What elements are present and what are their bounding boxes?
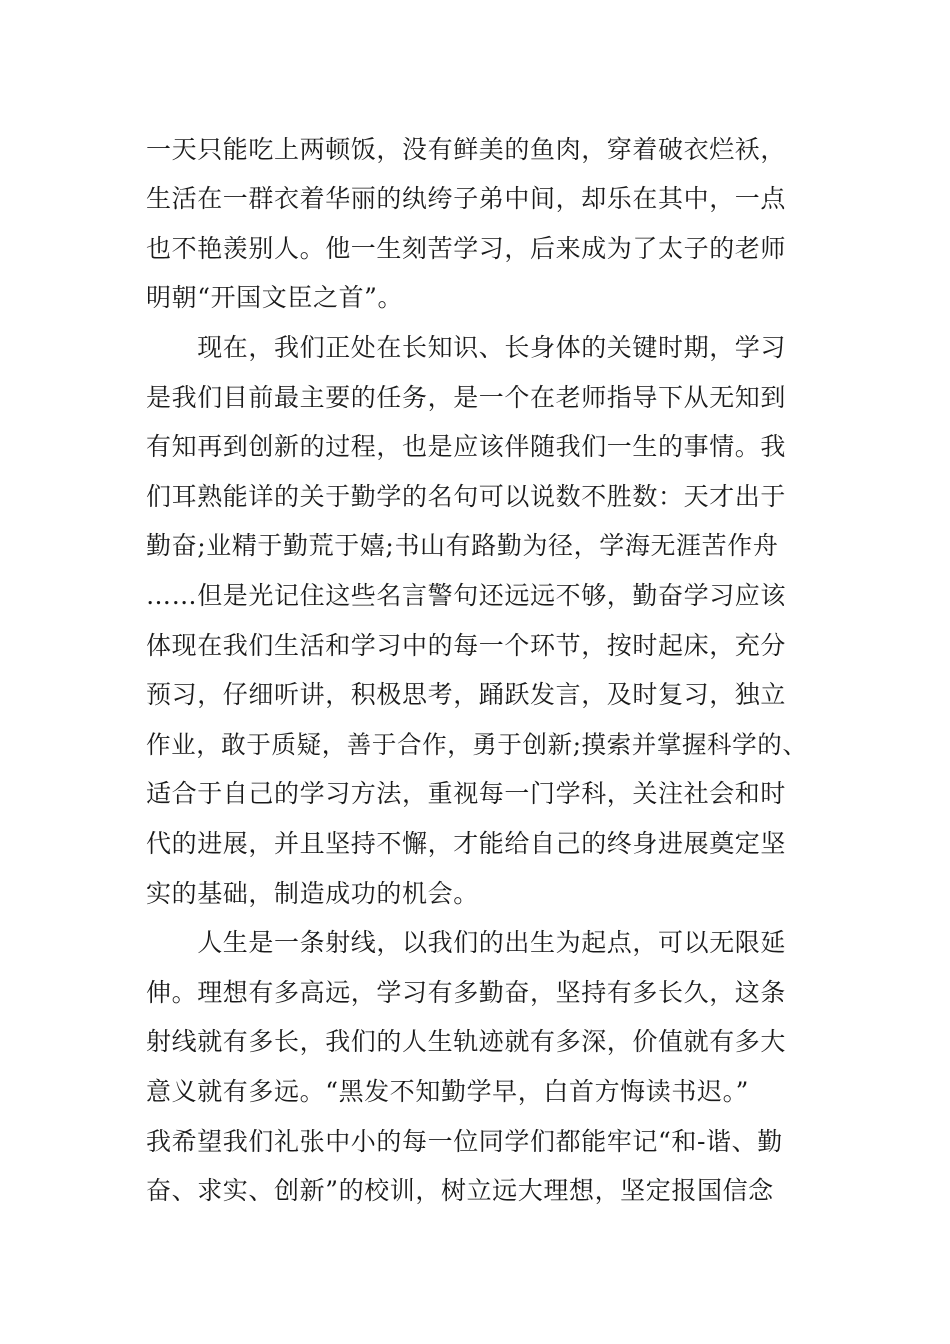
text-line: 代的进展，并且坚持不懈，才能给自己的终身进展奠定坚 bbox=[146, 829, 787, 858]
paragraph-start-line: 现在，我们正处在长知识、长身体的关键时期，学习 bbox=[146, 333, 787, 362]
text-line: 伸。理想有多高远，学习有多勤奋，坚持有多长久，这条 bbox=[146, 978, 787, 1007]
text-line: 勤奋;业精于勤荒于嬉;书山有路勤为径，学海无涯苦作舟 bbox=[146, 531, 779, 560]
text-line: ……但是光记住这些名言警句还远远不够，勤奋学习应该 bbox=[146, 581, 787, 610]
text-line: 有知再到创新的过程，也是应该伴随我们一生的事情。我 bbox=[146, 432, 787, 461]
text-line: 实的基础，制造成功的机会。 bbox=[146, 879, 479, 908]
text-line: 奋、求实、创新”的校训，树立远大理想，坚定报国信念 bbox=[146, 1176, 774, 1205]
text-line: 适合于自己的学习方法，重视每一门学科，关注社会和时 bbox=[146, 779, 787, 808]
text-line: 射线就有多长，我们的人生轨迹就有多深，价值就有多大 bbox=[146, 1027, 787, 1056]
text-line: 预习，仔细听讲，积极思考，踊跃发言，及时复习，独立 bbox=[146, 680, 787, 709]
text-line: 体现在我们生活和学习中的每一个环节，按时起床，充分 bbox=[146, 631, 787, 660]
text-line: 我希望我们礼张中小的每一位同学们都能牢记“和-谐、勤 bbox=[146, 1127, 783, 1156]
text-line: 意义就有多远。“黑发不知勤学早，白首方悔读书迟。” bbox=[146, 1077, 750, 1106]
paragraph-start-line: 人生是一条射线，以我们的出生为起点，可以无限延 bbox=[146, 928, 787, 957]
text-line: 生活在一群衣着华丽的纨绔子弟中间，却乐在其中，一点 bbox=[146, 184, 787, 213]
text-line: 是我们目前最主要的任务，是一个在老师指导下从无知到 bbox=[146, 383, 787, 412]
text-line: 作业，敢于质疑，善于合作，勇于创新;摸索并掌握科学的、 bbox=[146, 730, 808, 759]
text-line: 也不艳羡别人。他一生刻苦学习，后来成为了太子的老师 bbox=[146, 234, 787, 263]
text-line: 明朝“开国文臣之首”。 bbox=[146, 283, 404, 312]
text-line: 们耳熟能详的关于勤学的名句可以说数不胜数：天才出于 bbox=[146, 482, 787, 511]
text-line: 一天只能吃上两顿饭，没有鲜美的鱼肉，穿着破衣烂袄， bbox=[146, 135, 787, 164]
